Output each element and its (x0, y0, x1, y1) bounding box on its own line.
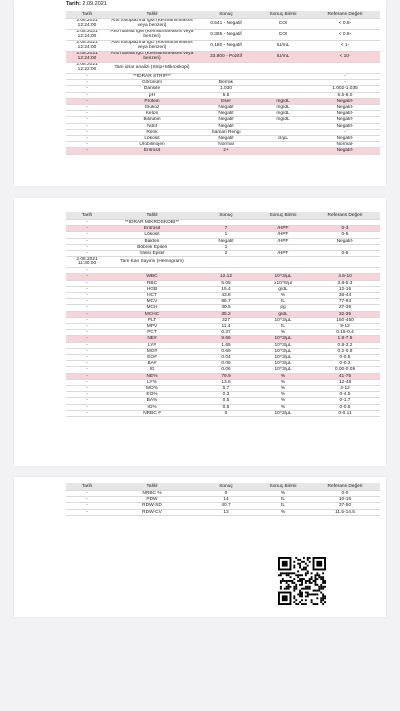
cell-test: BA% (108, 398, 196, 404)
cell-ref: < 1- (310, 41, 380, 52)
table-row (66, 410, 380, 416)
cell-unit: 10^3/µL (256, 355, 310, 361)
cell-test: RDW-CV (108, 509, 196, 515)
cell-test: Keton (108, 111, 196, 117)
cell-unit: IU/mL (256, 41, 310, 52)
cell-test: MCHC (108, 311, 196, 317)
cell-ref: 0.8-3.2 (310, 342, 380, 348)
cell-unit: IU/mL (256, 52, 310, 63)
cell-date: - (66, 86, 108, 92)
cell-ref: 0-0.11 (310, 410, 380, 416)
cell-unit: mg/dL (256, 117, 310, 123)
cell-date: - (66, 503, 108, 509)
cell-ref: 0-1.7 (310, 398, 380, 404)
cell-ref: 4-12 (310, 386, 380, 392)
cell-test: Dansite (108, 86, 196, 92)
cell-unit: /HPF (256, 226, 310, 232)
cell-date: - (66, 386, 108, 392)
cell-test: EO% (108, 392, 196, 398)
column-header: Tarih (66, 483, 108, 491)
cell-date: 2.08.2021 12:24:00 (66, 30, 108, 41)
cell-test: MCV (108, 299, 196, 305)
cell-date: - (66, 509, 108, 515)
cell-unit: 10^3/µL (256, 317, 310, 323)
cell-ref: 0.15-0.4 (310, 330, 380, 336)
cell-ref: Negatif- (310, 148, 380, 154)
cell-date: - (66, 293, 108, 299)
cell-unit: 10^3/µL (256, 410, 310, 416)
cell-date: - (66, 491, 108, 497)
cell-date: - (66, 497, 108, 503)
cell-result: Negatif (196, 238, 256, 244)
cell-ref: 12-48 (310, 379, 380, 385)
cell-test: RDW-SD (108, 503, 196, 509)
cell-result: Negatif (196, 136, 256, 142)
cell-date: - (66, 274, 108, 280)
cell-result: 0.69 (196, 348, 256, 354)
cell-test: Bakteri (108, 238, 196, 244)
cell-result: 0.37 (196, 330, 256, 336)
cell-ref: Negatif- (310, 117, 380, 123)
cell-unit (256, 257, 310, 268)
date-label: Tarih: (66, 1, 81, 7)
cell-result: Eser (196, 98, 256, 104)
cell-ref: 37-50 (310, 503, 380, 509)
cell-result: 11.4 (196, 324, 256, 330)
cell-result: 5.5 (196, 92, 256, 98)
cell-date: - (66, 317, 108, 323)
column-header: Tahlil (108, 212, 196, 220)
cell-ref (310, 63, 380, 74)
cell-ref: 0-0.6 (310, 404, 380, 410)
cell-test: NE% (108, 373, 196, 379)
report-date-header (66, 1, 107, 8)
cell-ref: 9-12 (310, 324, 380, 330)
cell-date: - (66, 123, 108, 129)
cell-date: - (66, 324, 108, 330)
cell-test: Böbrek Epiteli (108, 244, 196, 250)
cell-date: - (66, 117, 108, 123)
cell-ref (310, 257, 380, 268)
results-table-3 (66, 483, 380, 516)
cell-unit: COI (256, 19, 310, 30)
cell-date: - (66, 280, 108, 286)
cell-test: Eritrosit (108, 148, 196, 154)
cell-result: 0.06 (196, 367, 256, 373)
cell-result: 1.030 (196, 86, 256, 92)
cell-test: NRBC % (108, 491, 196, 497)
cell-ref: Negatif- (310, 238, 380, 244)
cell-date: - (66, 111, 108, 117)
cell-result: 0.5 (196, 404, 256, 410)
results-table-1 (66, 11, 380, 155)
cell-test: Ürobilinojen (108, 142, 196, 148)
cell-date: - (66, 136, 108, 142)
cell-date: - (66, 348, 108, 354)
cell-date: - (66, 232, 108, 238)
column-header: Sonuç (196, 212, 256, 220)
cell-unit: fL (256, 299, 310, 305)
cell-date: - (66, 336, 108, 342)
cell-test: **İDRAR MİKROSKOBİ** (108, 220, 196, 226)
cell-date: - (66, 98, 108, 104)
cell-unit: fL (256, 497, 310, 503)
cell-date: - (66, 80, 108, 86)
cell-date: 2.08.2021 11:30:00 (66, 257, 108, 268)
cell-test: Nitrit (108, 123, 196, 129)
date-value: 2.09.2021 (82, 1, 107, 7)
cell-test: NE# (108, 336, 196, 342)
cell-test: RBC (108, 280, 196, 286)
table-row (66, 30, 380, 41)
report-page-1 (14, 0, 386, 186)
cell-unit (256, 148, 310, 154)
cell-ref: Negatif- (310, 136, 380, 142)
cell-result: 0 (196, 491, 256, 497)
column-header: Referans Değeri (310, 11, 380, 19)
cell-ref: 41-75 (310, 373, 380, 379)
cell-ref: 0-5 (310, 232, 380, 238)
cell-result: 14 (196, 497, 256, 503)
cell-unit (256, 63, 310, 74)
cell-ref: 32-35 (310, 311, 380, 317)
cell-date: - (66, 238, 108, 244)
cell-test: Glukoz (108, 105, 196, 111)
cell-date: - (66, 251, 108, 257)
qr-code-icon (278, 557, 326, 605)
cell-date: - (66, 392, 108, 398)
cell-ref: 0.00-0.09 (310, 367, 380, 373)
cell-test: HCT (108, 293, 196, 299)
column-header: Sonuç Birimi (256, 212, 310, 220)
cell-unit: /HPF (256, 232, 310, 238)
cell-result: Negatif (196, 105, 256, 111)
cell-test: Lökosit (108, 232, 196, 238)
cell-date: - (66, 74, 108, 80)
cell-unit: pg (256, 305, 310, 311)
table-row (66, 63, 380, 74)
cell-ref: 12-16 (310, 286, 380, 292)
cell-ref: 0-3 (310, 226, 380, 232)
cell-test: MCH (108, 305, 196, 311)
cell-date: - (66, 311, 108, 317)
cell-test: PLT (108, 317, 196, 323)
cell-unit: 10^3/µL (256, 274, 310, 280)
cell-ref: 150-450 (310, 317, 380, 323)
cell-test: WBC (108, 274, 196, 280)
cell-date: - (66, 142, 108, 148)
table-row (66, 41, 380, 52)
cell-result: 12.12 (196, 274, 256, 280)
cell-date: - (66, 305, 108, 311)
cell-ref: - (310, 74, 380, 80)
cell-unit: 10^3/µL (256, 367, 310, 373)
cell-result: 5.7 (196, 386, 256, 392)
cell-test: NRBC # (108, 410, 196, 416)
cell-result: Saman Rengi (196, 129, 256, 135)
cell-date: - (66, 268, 108, 274)
cell-test: PCT (108, 330, 196, 336)
cell-date: - (66, 404, 108, 410)
cell-test: BA# (108, 361, 196, 367)
cell-ref: 0-5 (310, 251, 380, 257)
cell-result: 5.05 (196, 280, 256, 286)
cell-result: 13 (196, 509, 256, 515)
cell-ref: 0-0.2 (310, 361, 380, 367)
cell-result: 30.5 (196, 305, 256, 311)
cell-date: - (66, 92, 108, 98)
cell-ref: 0-0 (310, 491, 380, 497)
cell-test: Görünüm (108, 80, 196, 86)
column-header: Sonuç Birimi (256, 483, 310, 491)
cell-ref: 11.5-14.5 (310, 509, 380, 515)
cell-date: - (66, 226, 108, 232)
cell-result (196, 63, 256, 74)
cell-ref: Negatif- (310, 105, 380, 111)
cell-result: 0 (196, 410, 256, 416)
cell-result: 0.3 (196, 392, 256, 398)
cell-test: PDW (108, 497, 196, 503)
cell-result: 1.65 (196, 342, 256, 348)
cell-unit: mg/dL (256, 98, 310, 104)
cell-date: - (66, 410, 108, 416)
cell-result: 327 (196, 317, 256, 323)
table-row (66, 509, 380, 515)
cell-result: 0.04 (196, 355, 256, 361)
cell-test: **İDRAR STRIP** (108, 74, 196, 80)
cell-test: MPV (108, 324, 196, 330)
cell-result: 0.541 - Negatif (196, 19, 256, 30)
cell-ref: 36-44 (310, 293, 380, 299)
cell-ref: 1.002-1.035 (310, 86, 380, 92)
cell-date: - (66, 373, 108, 379)
cell-unit: % (256, 392, 310, 398)
column-header: Tarih (66, 212, 108, 220)
cell-test: MO# (108, 348, 196, 354)
cell-test: Tam Kan Sayımı (Hemogram) (108, 257, 196, 268)
cell-test: Lökosit (108, 136, 196, 142)
cell-test: pH (108, 92, 196, 98)
cell-unit: mg/dL (256, 105, 310, 111)
cell-unit: 10^3/µL (256, 361, 310, 367)
cell-unit: x10^6/µl (256, 280, 310, 286)
cell-ref: Negatif- (310, 111, 380, 117)
cell-ref: 5.5-8.0 (310, 92, 380, 98)
cell-unit: % (256, 509, 310, 515)
cell-result: 0.385 - Negatif (196, 30, 256, 41)
cell-date: - (66, 379, 108, 385)
cell-ref: Negatif- (310, 123, 380, 129)
cell-test: LY# (108, 342, 196, 348)
cell-unit: mg/dL (256, 111, 310, 117)
cell-date: - (66, 367, 108, 373)
cell-ref: 0-0.5 (310, 355, 380, 361)
cell-unit: % (256, 330, 310, 336)
column-header: Sonuç (196, 483, 256, 491)
cell-test: Anti rubella IgM (Kemilumineasns veya benzeri) (108, 30, 196, 41)
cell-ref: 77-94 (310, 299, 380, 305)
table-row (66, 148, 380, 154)
column-header: Tahlil (108, 11, 196, 19)
cell-result: 13.6 (196, 379, 256, 385)
cell-date: - (66, 105, 108, 111)
cell-test: Anti toxoplazma IgG (Kemilumineasns veya benzeri) (108, 41, 196, 52)
cell-result: Berrak (196, 80, 256, 86)
cell-test: Yassı Epitel (108, 251, 196, 257)
cell-ref: - (310, 129, 380, 135)
cell-unit: % (256, 386, 310, 392)
cell-ref: 0-4.5 (310, 392, 380, 398)
cell-date: - (66, 342, 108, 348)
cell-result: 43.8 (196, 293, 256, 299)
cell-date: - (66, 398, 108, 404)
cell-unit: % (256, 398, 310, 404)
cell-test: Anti rubella IgG (Kemilumineasns veya benzeri) (108, 52, 196, 63)
cell-ref: - (310, 80, 380, 86)
cell-date: - (66, 220, 108, 226)
cell-unit: % (256, 373, 310, 379)
cell-unit: fL (256, 324, 310, 330)
cell-result: Negatif (196, 111, 256, 117)
cell-date: - (66, 299, 108, 305)
cell-date: - (66, 330, 108, 336)
report-page-3 (14, 477, 386, 617)
cell-unit: fL (256, 503, 310, 509)
cell-unit: % (256, 491, 310, 497)
cell-result: 33.800 - Pozitif (196, 52, 256, 63)
cell-result: 86.7 (196, 299, 256, 305)
cell-test: Renk (108, 129, 196, 135)
cell-unit: 10^3/µL (256, 336, 310, 342)
cell-test: EO# (108, 355, 196, 361)
cell-test: IG (108, 367, 196, 373)
table-row (66, 257, 380, 268)
cell-result: 2+ (196, 148, 256, 154)
cell-unit: % (256, 293, 310, 299)
cell-unit: % (256, 404, 310, 410)
cell-result: 7 (196, 226, 256, 232)
table-row (66, 19, 380, 30)
cell-unit: g/dL (256, 311, 310, 317)
cell-result: Negatif (196, 117, 256, 123)
column-header: Tahlil (108, 483, 196, 491)
column-header: Referans Değeri (310, 212, 380, 220)
cell-unit: % (256, 379, 310, 385)
cell-result: Normal (196, 142, 256, 148)
cell-result: 0.06 (196, 361, 256, 367)
cell-unit: g/dL (256, 286, 310, 292)
cell-ref: 27-35 (310, 305, 380, 311)
cell-date: 2.08.2021 12:22:00 (66, 63, 108, 74)
cell-unit: /HPF (256, 238, 310, 244)
cell-unit: COI (256, 30, 310, 41)
cell-result: 40.7 (196, 503, 256, 509)
cell-ref: < 10- (310, 52, 380, 63)
cell-test: Tam idrar analizi (Strip+Mikroskopi) (108, 63, 196, 74)
cell-test: LY% (108, 379, 196, 385)
cell-test: MO% (108, 386, 196, 392)
cell-result: 0.180 - Negatif (196, 41, 256, 52)
column-header: Tarih (66, 11, 108, 19)
cell-ref: 10-16 (310, 497, 380, 503)
cell-ref: 1.8-7.5 (310, 336, 380, 342)
cell-test: HGB (108, 286, 196, 292)
cell-ref: Normal- (310, 142, 380, 148)
cell-result: 15.4 (196, 286, 256, 292)
cell-date: - (66, 361, 108, 367)
cell-ref: 3.8-5.3 (310, 280, 380, 286)
cell-test: Anti toxoplazma IgM (Kemilumineasns veya benzeri) (108, 19, 196, 30)
column-header: Sonuç (196, 11, 256, 19)
cell-ref: 4.5-10 (310, 274, 380, 280)
table-row (66, 52, 380, 63)
results-table-2 (66, 212, 380, 417)
cell-date: - (66, 244, 108, 250)
cell-test: Protein (108, 98, 196, 104)
cell-date: - (66, 148, 108, 154)
cell-unit: cl/µL (256, 136, 310, 142)
cell-result: 9.66 (196, 336, 256, 342)
cell-ref: < 0.8- (310, 19, 380, 30)
cell-unit: 10^3/µL (256, 348, 310, 354)
cell-date: - (66, 286, 108, 292)
cell-result (196, 257, 256, 268)
cell-result: Negatif (196, 123, 256, 129)
column-header: Sonuç Birimi (256, 11, 310, 19)
cell-unit: 10^3/µL (256, 342, 310, 348)
cell-unit: /HPF (256, 251, 310, 257)
cell-result: 1 (196, 244, 256, 250)
cell-result: 79.9 (196, 373, 256, 379)
cell-ref: Negatif- (310, 98, 380, 104)
cell-test: Bilirubin (108, 117, 196, 123)
report-page-2 (14, 198, 386, 466)
cell-ref: < 0.8- (310, 30, 380, 41)
cell-date: - (66, 355, 108, 361)
cell-result: 1 (196, 232, 256, 238)
cell-ref: 0.2-0.9 (310, 348, 380, 354)
column-header: Referans Değeri (310, 483, 380, 491)
cell-result: 2 (196, 251, 256, 257)
cell-date: 2.08.2021 12:24:00 (66, 41, 108, 52)
cell-date: - (66, 129, 108, 135)
cell-date: 2.08.2021 12:24:00 (66, 52, 108, 63)
cell-result: 0.5 (196, 398, 256, 404)
cell-test: Eritrosit (108, 226, 196, 232)
cell-result: 35.2 (196, 311, 256, 317)
cell-date: 2.08.2021 12:24:00 (66, 19, 108, 30)
cell-test: IG% (108, 404, 196, 410)
